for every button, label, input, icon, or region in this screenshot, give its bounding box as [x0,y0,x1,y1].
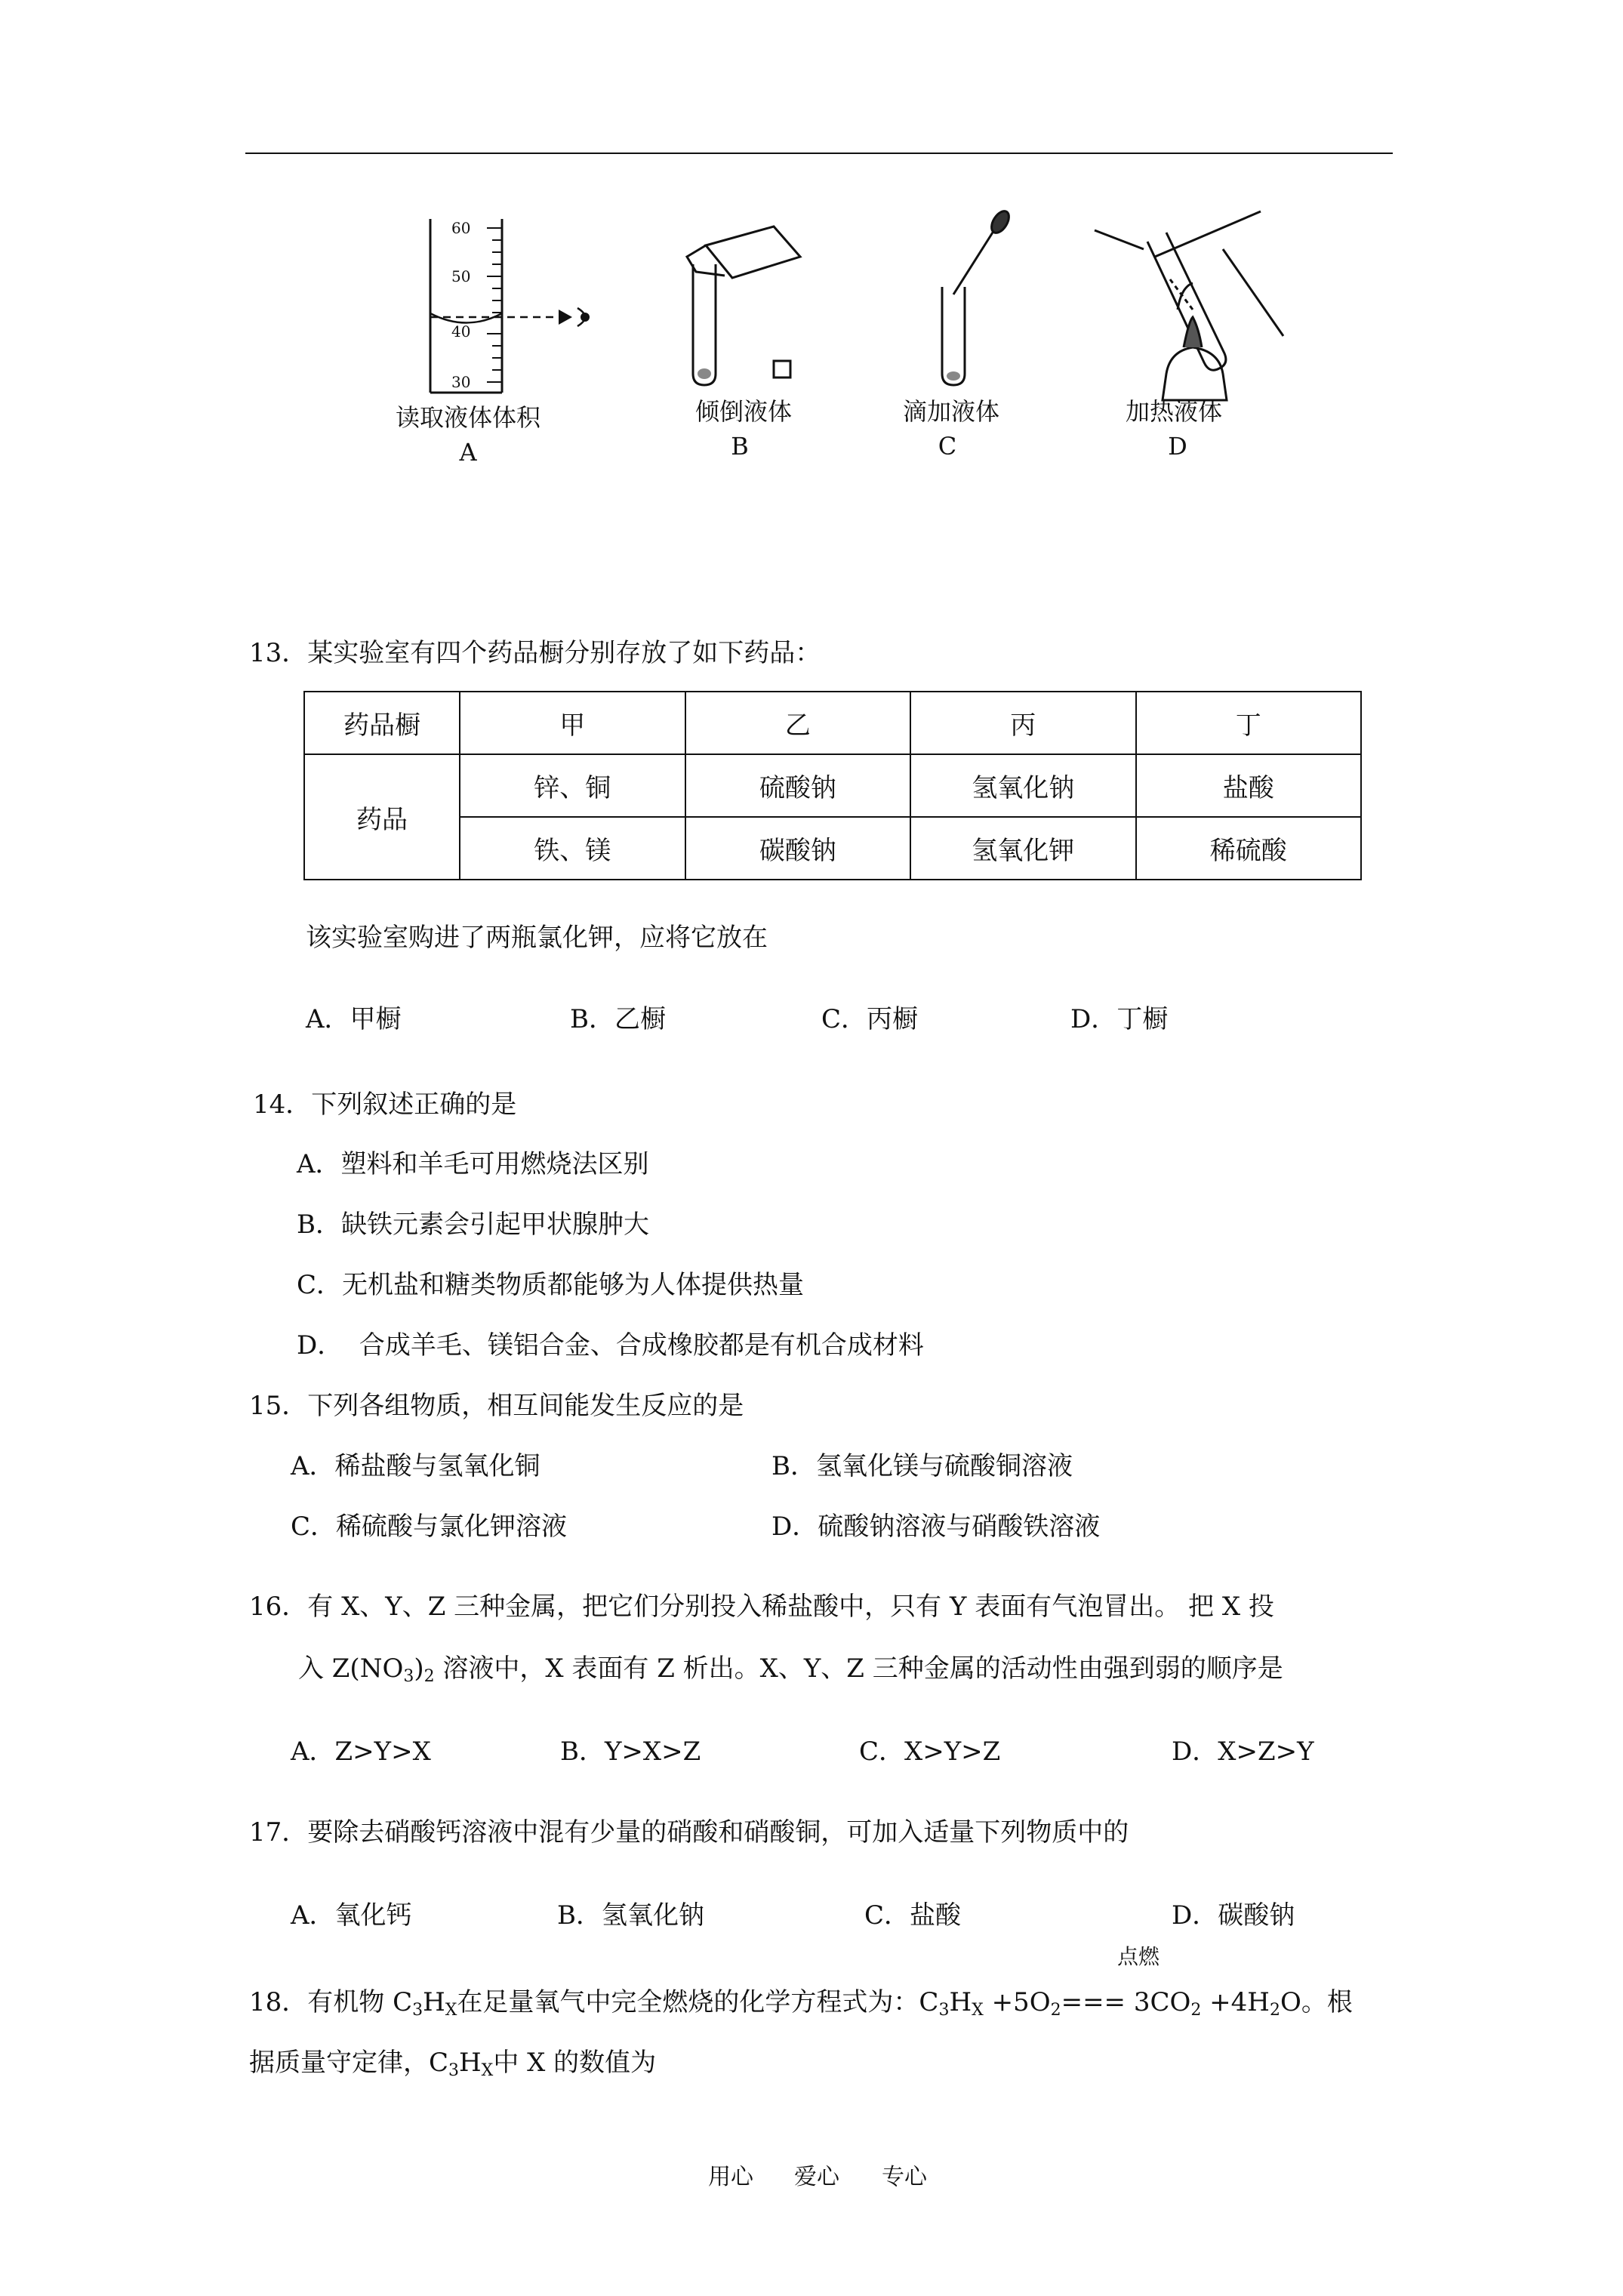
label-letter-a: A [459,438,477,467]
question-13-stem: 13．某实验室有四个药品橱分别存放了如下药品： [249,638,821,668]
q16-text: ) [414,1653,424,1684]
question-18-line1 [249,1987,1353,2020]
question-13-option-d[interactable]: D．丁橱 [1070,1004,1169,1034]
q16-text: 入 Z(NO [298,1653,404,1684]
table-cell: 氢氧化钾 [910,817,1135,880]
question-13-option-c[interactable]: C．丙橱 [821,1004,919,1034]
dropper-diagram [942,208,1012,385]
question-13-follow: 该实验室购进了两瓶氯化钾，应将它放在 [306,923,768,953]
question-18-line2 [249,2048,656,2078]
question-16-line1: 16．有 X、Y、Z 三种金属，把它们分别投入稀盐酸中，只有 Y 表面有气泡冒出。 把 X 投 [249,1592,1274,1622]
q18-text: 18．有机物 C [249,1987,413,2017]
table-cell: 硫酸钠 [685,754,910,817]
q16-text: 溶液中，X 表面有 Z 析出。X、Y、Z 三种金属的活动性由强到弱的顺序是 [434,1653,1283,1684]
question-17-option-c[interactable]: C．盐酸 [864,1900,962,1931]
footer-text-1: 用心 [708,2164,753,2190]
label-title-a: 读取液体体积 [395,403,541,432]
table-row-label: 药品 [304,754,460,880]
question-14-option-b[interactable]: B．缺铁元素会引起甲状腺肿大 [297,1210,649,1240]
question-15-option-d[interactable]: D．硫酸钠溶液与硝酸铁溶液 [771,1512,1101,1542]
question-16-option-b[interactable]: B．Y>X>Z [560,1737,701,1767]
question-17-option-b[interactable]: B．氢氧化钠 [557,1900,704,1931]
question-13-option-b[interactable]: B．乙橱 [570,1004,666,1034]
q16-sub: 2 [423,1667,435,1686]
q18-sub: 3 [412,2001,423,2020]
label-title-b: 倾倒液体 [694,397,793,426]
label-letter-c: C [938,432,957,461]
question-15-option-c[interactable]: C．稀硫酸与氯化钾溶液 [291,1512,568,1542]
table-header-cell: 药品橱 [304,692,460,754]
question-15-option-a[interactable]: A．稀盐酸与氢氧化铜 [291,1451,540,1481]
q16-sub: 3 [403,1667,414,1686]
tick-label-50: 50 [451,267,471,285]
table-cell: 碳酸钠 [685,817,910,880]
q18-sub: X [445,2001,457,2020]
graduated-cylinder-diagram [430,219,590,393]
q18-sub: 3 [938,2001,950,2020]
question-14-option-a[interactable]: A．塑料和羊毛可用燃烧法区别 [297,1149,649,1179]
q18-text: === [1061,1987,1126,2017]
q18-text: 3CO [1126,1987,1191,2017]
label-letter-d: D [1168,432,1187,461]
q18-text: O。根 [1280,1987,1353,2017]
header-rule [245,153,1393,154]
table-cell: 氢氧化钠 [910,754,1135,817]
question-15-stem: 15．下列各组物质，相互间能发生反应的是 [249,1391,744,1421]
q18-text: 在足量氧气中完全燃烧的化学方程式为：C [457,1987,939,2017]
question-16-option-c[interactable]: C．X>Y>Z [859,1737,1001,1767]
question-14-stem: 14．下列叙述正确的是 [253,1089,517,1120]
question-16-option-a[interactable]: A．Z>Y>X [291,1737,431,1767]
q18-sub: X [972,2001,984,2020]
q18-sub: 2 [1190,2001,1202,2020]
question-16-option-d[interactable]: D．X>Z>Y [1172,1737,1314,1767]
label-title-d: 加热液体 [1125,397,1223,426]
tick-label-30: 30 [451,373,471,391]
q18-sub: 2 [1050,2001,1061,2020]
reaction-condition: 点燃 [1117,1944,1160,1969]
table-cell: 盐酸 [1136,754,1362,817]
footer-text-2: 爱心 [794,2164,839,2190]
question-15-option-b[interactable]: B．氢氧化镁与硫酸铜溶液 [771,1451,1073,1481]
question-17-option-d[interactable]: D．碳酸钠 [1172,1900,1295,1931]
table-header-cell: 丁 [1136,692,1362,754]
table-cell: 铁、镁 [460,817,685,880]
q18-text: H [423,1987,445,2017]
q18-sub: X [481,2061,494,2080]
question-17-stem: 17．要除去硝酸钙溶液中混有少量的硝酸和硝酸铜，可加入适量下列物质中的 [249,1817,1129,1848]
table-header-row [304,692,1361,754]
q18-text: H [459,2048,482,2078]
table-header-cell: 甲 [460,692,685,754]
drug-cabinet-table [303,691,1362,880]
q18-text: 据质量守定律，C [249,2048,449,2078]
question-14-option-c[interactable]: C．无机盐和糖类物质都能够为人体提供热量 [297,1270,805,1300]
q18-sub: 3 [448,2061,460,2080]
pouring-liquid-diagram [687,227,800,385]
question-13-option-a[interactable]: A．甲橱 [306,1004,402,1034]
lab-operations-figure [332,204,1389,476]
question-17-option-a[interactable]: A．氧化钙 [291,1900,412,1931]
label-letter-b: B [731,432,749,461]
tick-label-60: 60 [451,219,471,237]
question-14-option-d[interactable]: D． 合成羊毛、镁铝合金、合成橡胶都是有机合成材料 [297,1330,924,1361]
q18-text: +4H [1201,1987,1270,2017]
table-row [304,817,1361,880]
q18-text: +5O [983,1987,1051,2017]
table-cell: 稀硫酸 [1136,817,1362,880]
table-cell: 锌、铜 [460,754,685,817]
q18-text: H [949,1987,972,2017]
q18-sub: 2 [1269,2001,1280,2020]
footer-text-3: 专心 [882,2164,927,2190]
question-16-line2 [298,1653,1283,1684]
heating-liquid-diagram [1095,211,1283,400]
table-header-cell: 丙 [910,692,1135,754]
table-header-cell: 乙 [685,692,910,754]
table-row [304,754,1361,817]
tick-label-40: 40 [451,322,471,341]
q18-text: 中 X 的数值为 [493,2048,657,2078]
label-title-c: 滴加液体 [902,397,1000,426]
